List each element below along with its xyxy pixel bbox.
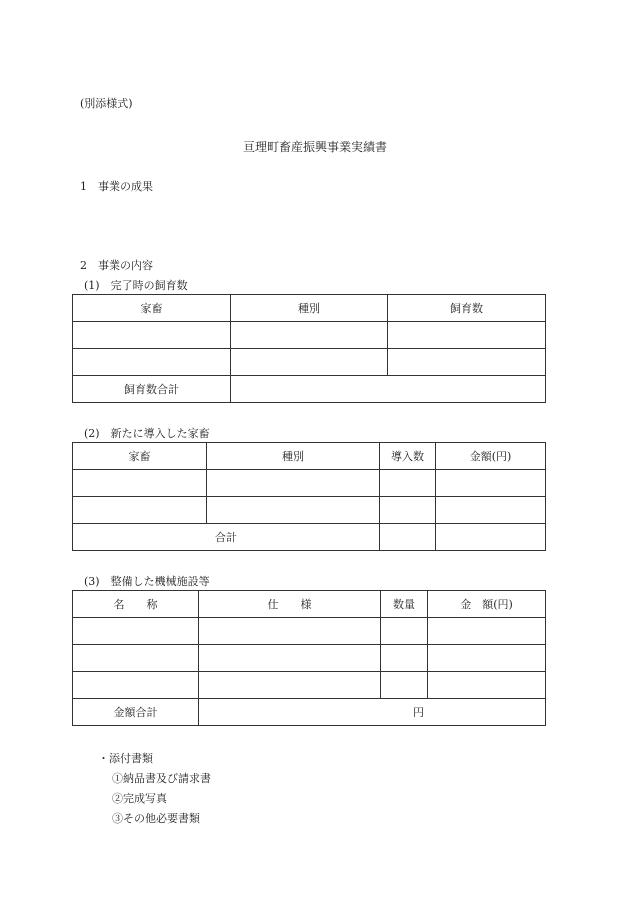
cell-livestock[interactable] xyxy=(73,470,207,497)
total-row xyxy=(73,376,546,403)
header-amount: 金 額(円) xyxy=(428,591,546,618)
cell-count[interactable] xyxy=(388,322,546,349)
header-livestock: 家畜 xyxy=(73,443,207,470)
cell-amount[interactable] xyxy=(428,645,546,672)
table-row xyxy=(73,349,546,376)
cell-name[interactable] xyxy=(73,618,199,645)
new-livestock-table xyxy=(72,442,546,551)
sub2-heading: (2) 新たに導入した家畜 xyxy=(84,427,210,440)
cell-quantity[interactable] xyxy=(381,618,428,645)
attachment-item: ②完成写真 xyxy=(112,792,167,805)
cell-livestock[interactable] xyxy=(73,322,231,349)
cell-introduced-count[interactable] xyxy=(380,497,436,524)
document-title: 亘理町畜産振興事業実績書 xyxy=(242,140,387,154)
table-header-row xyxy=(73,295,546,322)
header-introduced-count: 導入数 xyxy=(380,443,436,470)
header-livestock: 家畜 xyxy=(73,295,231,322)
total-label: 金額合計 xyxy=(73,699,199,726)
total-amount[interactable] xyxy=(436,524,546,551)
livestock-count-table xyxy=(72,294,546,403)
table-row xyxy=(73,672,546,699)
header-quantity: 数量 xyxy=(381,591,428,618)
cell-livestock[interactable] xyxy=(73,349,231,376)
attachment-item: ①納品書及び請求書 xyxy=(112,772,211,785)
table-row xyxy=(73,470,546,497)
sub1-heading: (1) 完了時の飼育数 xyxy=(84,279,188,292)
cell-spec[interactable] xyxy=(199,618,381,645)
total-value[interactable] xyxy=(231,376,546,403)
table-header-row xyxy=(73,443,546,470)
total-count[interactable] xyxy=(380,524,436,551)
cell-livestock[interactable] xyxy=(73,497,207,524)
table-row xyxy=(73,645,546,672)
cell-quantity[interactable] xyxy=(381,645,428,672)
header-name: 名 称 xyxy=(73,591,199,618)
table-row xyxy=(73,618,546,645)
cell-name[interactable] xyxy=(73,645,199,672)
total-row xyxy=(73,524,546,551)
sub3-heading: (3) 整備した機械施設等 xyxy=(84,575,210,588)
total-amount-field[interactable] xyxy=(199,699,546,726)
equipment-table xyxy=(72,590,546,726)
total-label: 飼育数合計 xyxy=(73,376,231,403)
cell-introduced-count[interactable] xyxy=(380,470,436,497)
total-row xyxy=(73,699,546,726)
cell-amount[interactable] xyxy=(436,497,546,524)
section2-heading: 2 事業の内容 xyxy=(80,259,153,272)
total-label: 合計 xyxy=(73,524,380,551)
table-header-row xyxy=(73,591,546,618)
table-row xyxy=(73,322,546,349)
table-row xyxy=(73,497,546,524)
cell-amount[interactable] xyxy=(428,618,546,645)
cell-spec[interactable] xyxy=(199,672,381,699)
attachments-heading: ・添付書類 xyxy=(98,752,153,765)
cell-type[interactable] xyxy=(231,349,388,376)
header-amount: 金額(円) xyxy=(436,443,546,470)
header-count: 飼育数 xyxy=(388,295,546,322)
cell-type[interactable] xyxy=(207,497,380,524)
cell-amount[interactable] xyxy=(428,672,546,699)
cell-amount[interactable] xyxy=(436,470,546,497)
cell-spec[interactable] xyxy=(199,645,381,672)
cell-quantity[interactable] xyxy=(381,672,428,699)
cell-count[interactable] xyxy=(388,349,546,376)
header-type: 種別 xyxy=(207,443,380,470)
cell-name[interactable] xyxy=(73,672,199,699)
total-unit: 円 xyxy=(413,706,424,719)
header-type: 種別 xyxy=(231,295,388,322)
section1-heading: 1 事業の成果 xyxy=(80,180,153,193)
header-spec: 仕 様 xyxy=(199,591,381,618)
cell-type[interactable] xyxy=(231,322,388,349)
form-label: (別添様式) xyxy=(80,97,133,110)
attachment-item: ③その他必要書類 xyxy=(112,812,200,825)
cell-type[interactable] xyxy=(207,470,380,497)
